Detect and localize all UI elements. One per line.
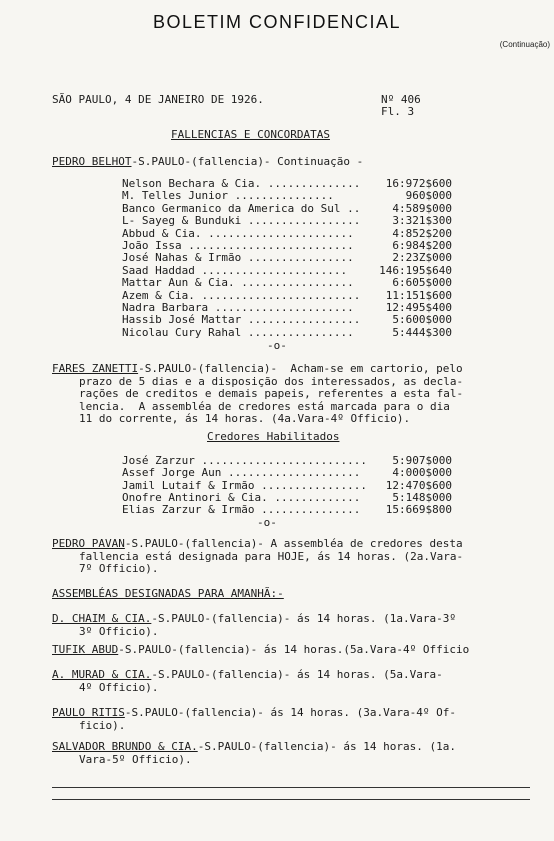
creditor-amount: 3:321$300 — [392, 214, 452, 228]
creditor-name: Saad Haddad ...................... — [122, 263, 348, 277]
creditor-name: Azem & Cia. ........................ — [122, 288, 361, 302]
creditor-row — [122, 313, 452, 326]
assembleia-entry — [52, 643, 469, 656]
creditor-row — [122, 503, 452, 516]
creditor-row — [122, 239, 452, 252]
creditor-amount: 4:852$200 — [392, 226, 452, 240]
assembleia-entry — [52, 668, 443, 681]
creditor-row — [122, 214, 452, 227]
creditor-name: Hassib José Mattar ................. — [122, 313, 361, 327]
creditor-amount: 12:495$400 — [385, 301, 452, 314]
creditor-amount: 5:600$000 — [392, 313, 452, 327]
creditor-amount: 4:589$000 — [392, 201, 452, 215]
entry-line — [52, 362, 463, 375]
issue-number: Nº 406 — [381, 93, 421, 106]
creditor-row — [122, 227, 452, 240]
creditor-row — [122, 189, 452, 202]
creditor-row — [122, 251, 452, 264]
creditor-row — [122, 301, 452, 314]
entry-line: lencia. A assembléa de credores está marcada para o dia — [79, 399, 450, 413]
creditor-amount: 5:148$000 — [392, 490, 452, 504]
entry-line: Vara-5º Officio). — [79, 752, 192, 766]
entry-name: PEDRO BELHOT — [52, 155, 132, 168]
entry-belhot — [52, 155, 363, 168]
creditor-row — [122, 466, 452, 479]
creditor-name: Onofre Antinori & Cia. ............. — [122, 490, 361, 504]
divider — [52, 787, 530, 788]
creditor-name: José Nahas & Irmão ................ — [122, 251, 354, 265]
creditor-row — [122, 289, 452, 302]
creditor-amount: 5:907$000 — [392, 454, 452, 467]
section-title: FALLENCIAS E CONCORDATAS — [171, 128, 330, 141]
creditor-amount: 12:470$600 — [385, 478, 452, 492]
creditor-amount: 16:972$600 — [385, 177, 452, 190]
entry-line: 4º Officio). — [79, 680, 159, 694]
page-title: BOLETIM CONFIDENCIAL — [152, 12, 402, 32]
assembleia-entry — [52, 706, 456, 719]
creditor-amount: 2:23Z$000 — [392, 251, 452, 265]
creditor-name: Elias Zarzur & Irmão ............... — [122, 503, 361, 517]
entry-name: PEDRO PAVAN — [52, 537, 125, 550]
creditor-name: Abbud & Cia. ...................... — [122, 226, 354, 240]
creditor-row — [122, 479, 452, 492]
assembleias-title: ASSEMBLÉAS DESIGNADAS PARA AMANHÃ:- — [52, 587, 284, 600]
creditor-name: Nadra Barbara ..................... — [122, 301, 354, 314]
creditor-row — [122, 177, 452, 190]
dateline: SÃO PAULO, 4 DE JANEIRO DE 1926. — [52, 93, 264, 106]
creditor-name: Nelson Bechara & Cia. .............. — [122, 177, 361, 190]
entry-text: -S.PAULO-(fallencia)- ás 14 horas. (1a.Vara-3º — [151, 612, 456, 625]
entry-text: -S.PAULO-(fallencia)- ás 14 horas. (3a.Vara-4º Of- — [124, 706, 456, 719]
entry-text: -S.PAULO-(fallencia)- ás 14 horas. (1a. — [197, 740, 456, 753]
entry-name: SALVADOR BRUNDO & CIA. — [52, 740, 198, 753]
assembleia-entry — [52, 612, 456, 625]
creditor-name: Banco Germanico da America do Sul .. — [122, 201, 361, 215]
habilitados-title: Credores Habilitados — [207, 430, 340, 443]
creditor-amount: 5:444$300 — [392, 325, 452, 339]
entry-line: rações de creditos e demais papeis, referentes a esta fal- — [79, 387, 464, 400]
creditor-row — [122, 491, 452, 504]
separator: -o- — [267, 339, 287, 352]
divider — [52, 799, 530, 800]
entry-line: 7º Officio). — [79, 562, 159, 575]
entry-name: A. MURAD & CIA. — [52, 668, 152, 681]
creditor-name: L- Sayeg & Bunduki ................. — [122, 214, 361, 228]
creditor-name: Assef Jorge Aun .................... — [122, 466, 361, 480]
creditor-amount: 146:195$640 — [379, 263, 452, 277]
creditor-name: Nicolau Cury Rahal ................ — [122, 325, 354, 339]
creditor-amount: 960$000 — [405, 189, 452, 203]
creditor-row — [122, 264, 452, 277]
continuation-label: (Continuação) — [499, 40, 550, 49]
entry-text: -S.PAULO-(fallencia)- A assembléa de credores desta — [124, 537, 463, 550]
creditor-amount: 6:984$200 — [392, 239, 452, 252]
entry-text: -S.PAULO-(fallencia)- Acham-se em cartorio, pelo — [138, 362, 463, 375]
entry-line: fallencia está designada para HOJE, ás 14 horas. (2a.Vara- — [79, 549, 464, 563]
entry-line: 11 do corrente, ás 14 horas. (4a.Vara-4º Officio). — [79, 412, 411, 425]
creditor-amount: 11:151$600 — [385, 288, 452, 302]
creditor-name: M. Telles Junior ............... — [122, 189, 334, 203]
entry-name: TUFIK ABUD — [52, 643, 119, 656]
entry-name: FARES ZANETTI — [52, 362, 139, 375]
entry-name: PAULO RITIS — [52, 706, 125, 719]
creditor-name: Jamil Lutaif & Irmão ................ — [122, 478, 368, 492]
creditor-name: Mattar Aun & Cia. ................. — [122, 276, 354, 290]
entry-text: -S.PAULO-(fallencia)- Continuação - — [131, 155, 364, 168]
entry-line: 3º Officio). — [79, 624, 159, 638]
entry-text: -S.PAULO-(fallencia)- ás 14 horas. (5a.Vara- — [151, 668, 443, 681]
assembleia-entry — [52, 740, 456, 753]
creditor-row — [122, 326, 452, 339]
entry-line — [52, 537, 463, 550]
creditor-row — [122, 202, 452, 215]
creditor-row — [122, 276, 452, 289]
creditor-amount: 6:605$000 — [392, 276, 452, 290]
entry-line: ficio). — [79, 718, 126, 732]
creditor-amount: 15:669$800 — [385, 503, 452, 517]
separator: -o- — [257, 516, 277, 529]
creditor-amount: 4:000$000 — [392, 466, 452, 480]
creditor-name: José Zarzur ......................... — [122, 454, 368, 467]
entry-line: prazo de 5 dias e a disposição dos interessados, as decla- — [79, 374, 464, 388]
entry-text: -S.PAULO-(fallencia)- ás 14 horas.(5a.Vara-4º Officio — [118, 643, 470, 656]
sheet-number: Fl. 3 — [381, 105, 415, 118]
creditor-row — [122, 454, 452, 467]
entry-name: D. CHAIM & CIA. — [52, 612, 152, 625]
creditor-name: João Issa ......................... — [122, 239, 354, 252]
